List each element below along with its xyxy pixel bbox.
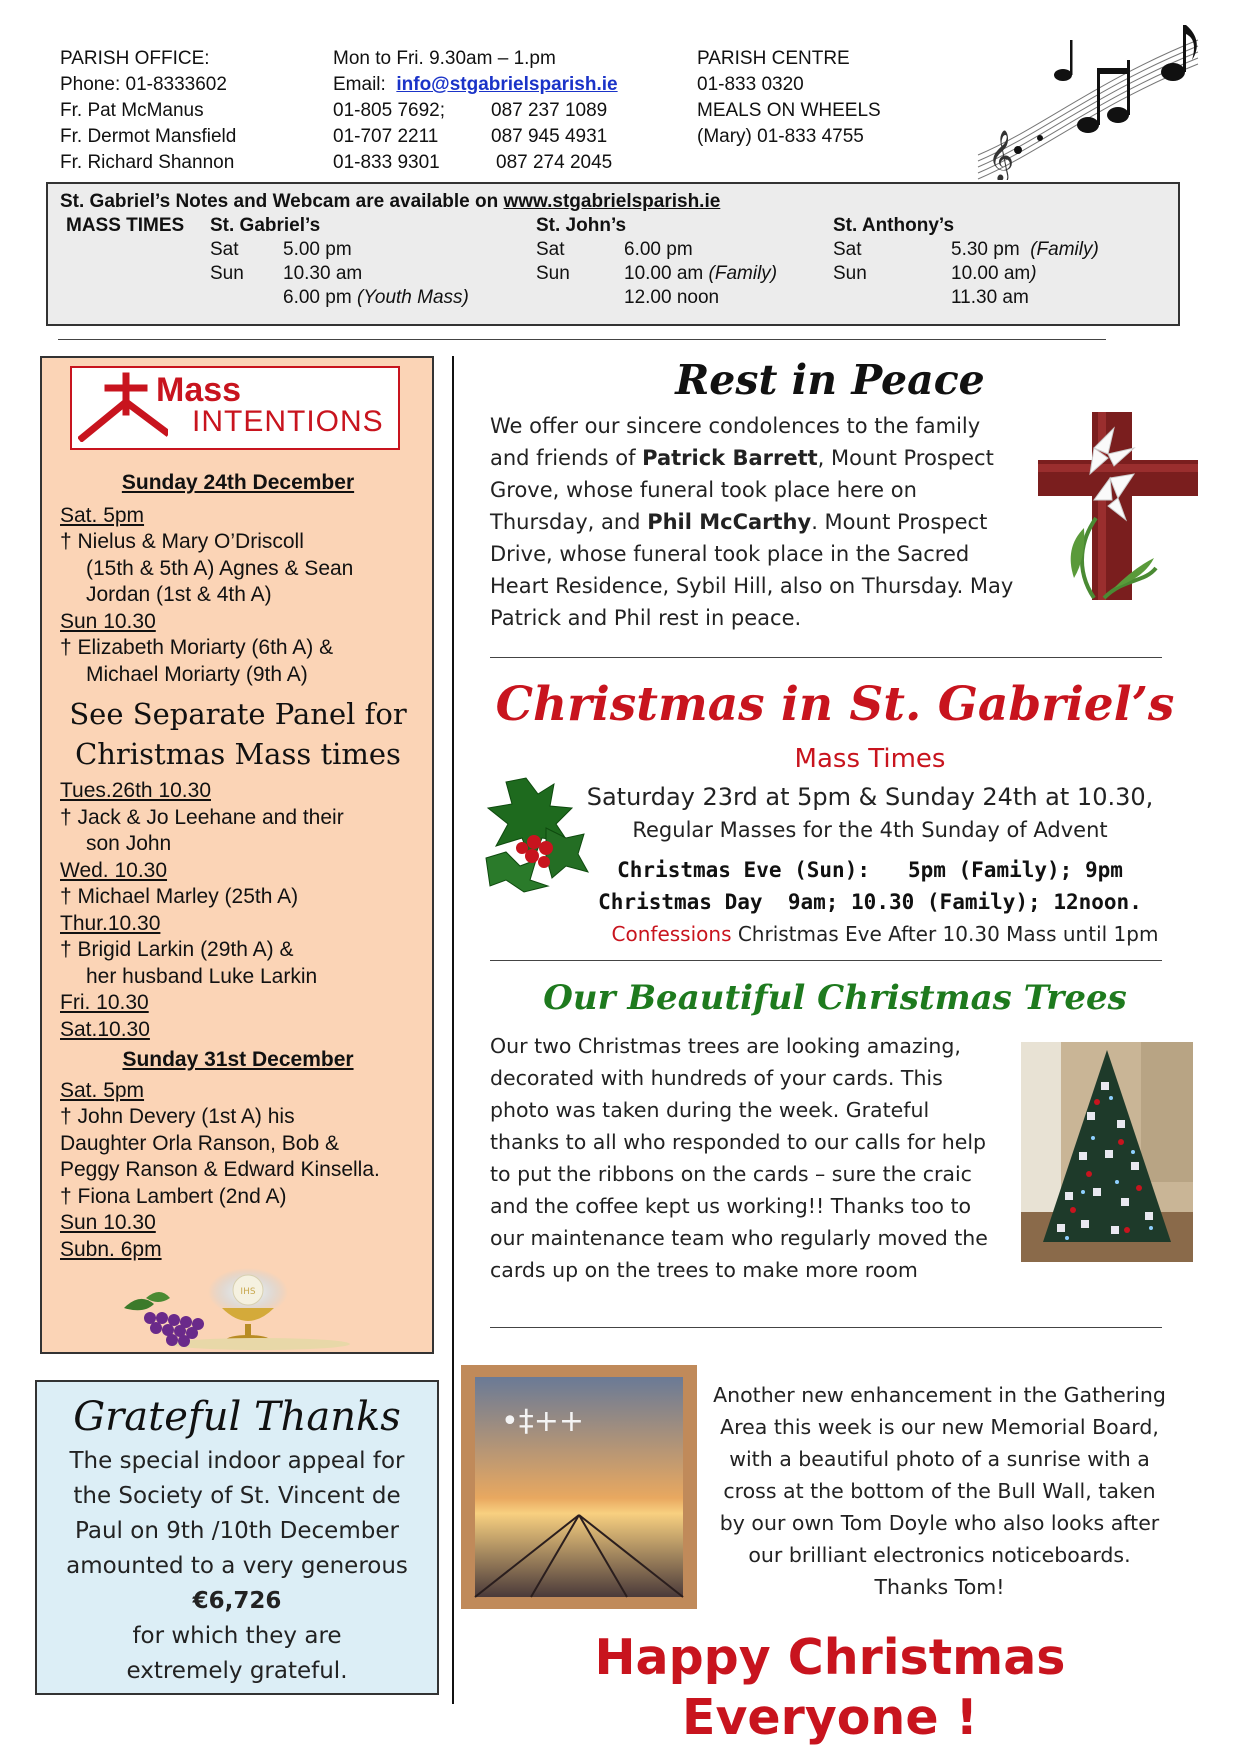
eve-times: 5pm (Family); 9pm [907, 858, 1123, 882]
mass-time: 12.00 noon [624, 287, 720, 308]
mass-time-value: 10.00 am [951, 263, 1031, 284]
music-notes-icon [968, 20, 1208, 180]
mass-note: ) [1030, 263, 1037, 284]
header-col-centre [697, 46, 881, 150]
mass-times-subtitle: Mass Times [794, 744, 946, 774]
priest-landline: 01-833 9301 [333, 152, 440, 173]
christmas-title: Christmas in St. Gabriel’s [495, 677, 1175, 732]
meals-contact: (Mary) 01-833 4755 [697, 126, 864, 147]
church-name: St. John’s [536, 215, 627, 236]
eve-label: Christmas Eve (Sun): [617, 858, 870, 882]
priest-mobile: 087 945 4931 [491, 126, 608, 147]
mass-slot: Sat. 5pm [60, 1078, 145, 1102]
mass-day: Sat [833, 239, 862, 260]
column-divider [452, 356, 454, 1704]
cross-with-lily-icon [1034, 408, 1204, 604]
intention-entry: † John Devery (1st A) his [60, 1105, 295, 1128]
confessions-line [560, 918, 1210, 950]
office-phone: Phone: 01-8333602 [60, 74, 227, 95]
logo-text-intentions: INTENTIONS [192, 405, 384, 438]
mass-slot: Thur.10.30 [60, 911, 161, 935]
priest-landline: 01-707 2211 [333, 126, 439, 147]
priest-name: Fr. Richard Shannon [60, 152, 235, 173]
divider [490, 1327, 1162, 1328]
intention-entry: † Jack & Jo Leehane and their [60, 805, 344, 829]
priest-landline: 01-805 7692; [333, 100, 445, 121]
intention-entry: † Elizabeth Moriarty (6th A) & [60, 636, 334, 659]
centre-phone: 01-833 0320 [697, 74, 804, 95]
trees-title: Our Beautiful Christmas Trees [543, 978, 1127, 1018]
thanks-line: the Society of St. Vincent de [73, 1483, 401, 1509]
email-link[interactable]: info@stgabrielsparish.ie [396, 74, 618, 95]
thanks-line: for which they are [132, 1623, 342, 1649]
date-heading: Sunday 31st December [122, 1048, 354, 1071]
logo-text-mass: Mass [156, 371, 242, 409]
deceased-name: Phil McCarthy [647, 510, 812, 534]
christmas-tree-photo [1021, 1042, 1193, 1262]
grateful-thanks-panel [35, 1380, 439, 1695]
webcam-notice [60, 191, 720, 213]
intention-entry: Daughter Orla Ranson, Bob & [60, 1131, 339, 1155]
church-cross-icon [78, 372, 168, 442]
mass-slot: Tues.26th 10.30 [60, 779, 211, 802]
mass-time [951, 263, 1037, 285]
priest-mobile: 087 237 1089 [491, 100, 608, 121]
mass-day: Sat [536, 239, 565, 260]
office-label: PARISH OFFICE: [60, 48, 210, 69]
saturday-sunday-times: Saturday 23rd at 5pm & Sunday 24th at 10.30, [586, 783, 1154, 811]
christmas-schedule [560, 780, 1180, 846]
day-times: 9am; 10.30 (Family); 12noon. [787, 890, 1142, 914]
mass-times-label: MASS TIMES [66, 215, 185, 236]
mass-slot: Sat. 5pm [60, 503, 145, 527]
intention-entry: † Brigid Larkin (29th A) & [60, 938, 294, 961]
intention-entry: Jordan (1st & 4th A) [86, 583, 272, 606]
mass-time-value: 6.00 pm [283, 287, 352, 308]
office-hours: Mon to Fri. 9.30am – 1.pm [333, 48, 556, 69]
centre-label: PARISH CENTRE [697, 48, 850, 69]
christmas-day-times [560, 886, 1180, 918]
mass-slot: Sun 10.30 [60, 1211, 156, 1234]
intention-entry: † Michael Marley (25th A) [60, 885, 299, 908]
church-name: St. Gabriel’s [210, 215, 321, 236]
rest-in-peace-text [490, 410, 1020, 634]
intention-entry: Michael Moriarty (9th A) [86, 662, 308, 686]
thanks-line: extremely grateful. [126, 1658, 348, 1684]
advent-note: Regular Masses for the 4th Sunday of Advent [632, 818, 1108, 842]
christmas-eve-times [560, 854, 1180, 886]
thanks-line: The special indoor appeal for [69, 1448, 405, 1474]
mass-intentions-logo [70, 366, 400, 450]
confessions-label: Confessions [611, 922, 732, 946]
thanks-line: Paul on 9th /10th December [75, 1518, 399, 1544]
intention-entry: her husband Luke Larkin [86, 964, 318, 988]
mass-time: 11.30 am [951, 287, 1029, 308]
mass-slot: Fri. 10.30 [60, 991, 149, 1014]
intentions-list [60, 470, 416, 1263]
priest-name: Fr. Dermot Mansfield [60, 126, 237, 147]
host-text: IHS [240, 1287, 256, 1297]
mass-note: (Youth Mass) [356, 287, 469, 308]
memorial-text: Another new enhancement in the Gathering Area this week is our new Memorial Board, with a beautiful photo of a sunrise with a cross at the bottom of the Bull Wall, taken by our own Tom Doyle who also looks after our brilliant electronics noticeboards. Thanks Tom! [713, 1383, 1166, 1599]
mass-slot: Sat.10.30 [60, 1017, 150, 1041]
divider [490, 960, 1162, 961]
mass-time-value: 5.30 pm [951, 239, 1020, 260]
date-heading: Sunday 24th December [121, 471, 355, 494]
meals-label: MEALS ON WHEELS [697, 100, 881, 121]
memorial-board-photo [461, 1365, 697, 1609]
thanks-title: Grateful Thanks [73, 1394, 401, 1440]
confessions-text: Christmas Eve After 10.30 Mass until 1pm [731, 922, 1159, 946]
mass-time [283, 287, 469, 309]
divider [490, 657, 1162, 658]
mass-time [951, 239, 1099, 261]
intention-entry: † Nielus & Mary O’Driscoll [60, 530, 304, 553]
intention-entry: (15th & 5th A) Agnes & Sean [86, 556, 354, 580]
mass-time: 10.30 am [283, 263, 363, 284]
rest-in-peace-title: Rest in Peace [675, 356, 985, 404]
thanks-amount: €6,726 [192, 1588, 282, 1614]
trees-text: Our two Christmas trees are looking amazing, decorated with hundreds of your cards. This photo was taken during the week. Grateful thanks to all who responded to our calls for help to put the ribbons on the cards – sure the craic and the coffee kept us working!! Thanks too to our maintenance team who regularly moved the cards up on the trees to make more room [490, 1034, 988, 1282]
email-label: Email: [333, 74, 386, 95]
mass-time-value: 10.00 am [624, 263, 704, 284]
mass-note: (Family) [708, 263, 778, 284]
website-link[interactable]: www.stgabrielsparish.ie [503, 191, 721, 212]
mass-day: Sun [536, 263, 570, 284]
mass-slot: Wed. 10.30 [60, 858, 168, 882]
priest-mobile: 087 274 2045 [496, 152, 613, 173]
mass-day: Sun [833, 263, 867, 284]
chalice-grapes-image [110, 1268, 350, 1350]
mass-day: Sat [210, 239, 239, 260]
divider [58, 339, 1106, 340]
day-label: Christmas Day [598, 890, 763, 914]
header-col-office [60, 46, 236, 176]
rip-text: . Mount Prospect Drive, whose funeral took place in the Sacred Heart Residence, Sybil Hill, also on Thursday. May Patrick and Phil rest in peace. [490, 510, 1014, 630]
mass-note: (Family) [1030, 239, 1099, 260]
webcam-notice-text: St. Gabriel’s Notes and Webcam are available on [60, 191, 504, 212]
deceased-name: Patrick Barrett [642, 446, 818, 470]
priest-name: Fr. Pat McManus [60, 100, 204, 121]
header-col-contacts [333, 46, 618, 176]
see-separate-panel-note: See Separate Panel for Christmas Mass times [69, 697, 407, 771]
rip-text: , Mount Prospect Grove, whose funeral took place here on Thursday, and [490, 446, 994, 534]
happy-christmas-banner: Happy Christmas Everyone ! [594, 1629, 1066, 1746]
mass-slot: Sun 10.30 [60, 609, 156, 633]
svg-text:𝄞: 𝄞 [988, 130, 1015, 180]
intention-entry: son John [86, 832, 172, 855]
church-name: St. Anthony’s [833, 215, 955, 236]
rip-text: We offer our sincere condolences to the family and friends of [490, 414, 981, 470]
intention-entry: Peggy Ranson & Edward Kinsella. [60, 1158, 380, 1181]
mass-time: 5.00 pm [283, 239, 352, 260]
intention-entry: † Fiona Lambert (2nd A) [60, 1184, 287, 1208]
memorial-photo-glyphs: •‡++ [501, 1404, 584, 1439]
mass-day: Sun [210, 263, 244, 284]
thanks-line: amounted to a very generous [66, 1553, 408, 1579]
mass-time: 6.00 pm [624, 239, 693, 260]
mass-time [624, 263, 777, 285]
mass-slot: Subn. 6pm [60, 1237, 162, 1261]
